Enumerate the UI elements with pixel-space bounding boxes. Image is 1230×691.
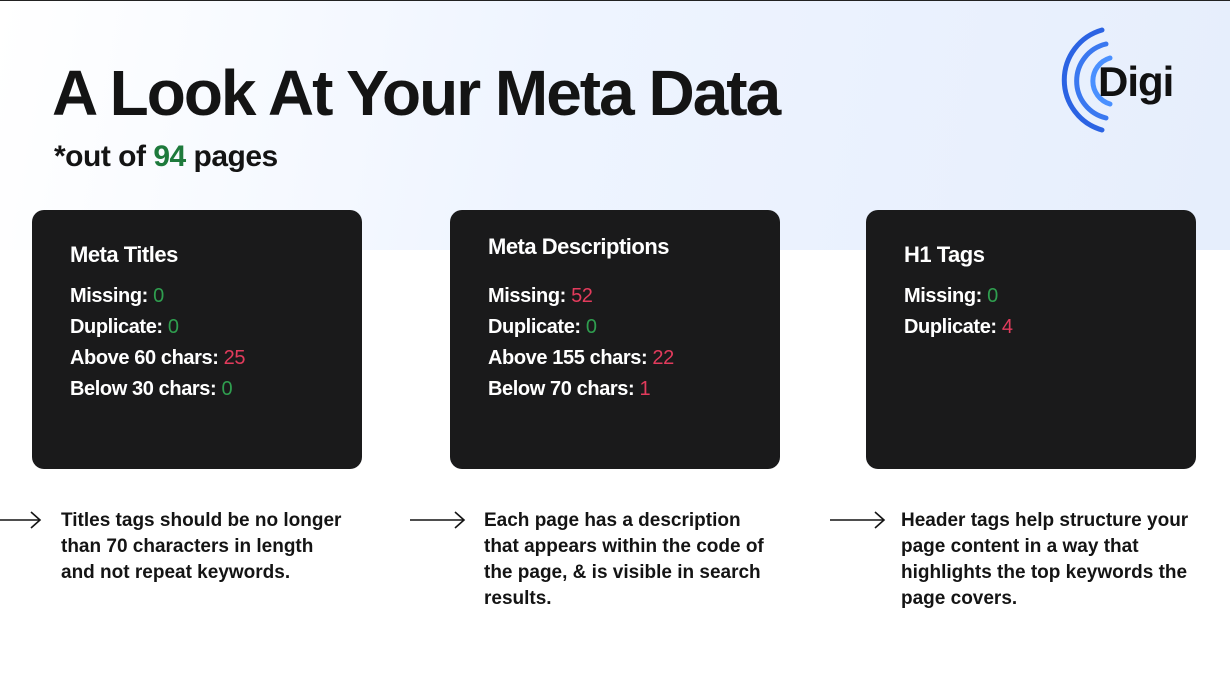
stat-row (488, 343, 674, 374)
stat-label: Duplicate: (904, 316, 1002, 338)
stat-value: 0 (167, 316, 179, 338)
stats-list (70, 281, 245, 405)
card-title: Meta Titles (70, 242, 178, 267)
stat-label: Missing: (904, 285, 988, 307)
card-title: Meta Descriptions (488, 234, 669, 259)
stat-label: Above 155 chars: (488, 347, 653, 369)
page-subtitle (54, 140, 278, 174)
stat-label: Duplicate: (488, 316, 586, 338)
page-count: 94 (153, 140, 186, 173)
card-meta-descriptions (450, 210, 780, 469)
stat-row (488, 281, 674, 312)
stat-row (70, 374, 245, 405)
logo-text: Digi (1098, 58, 1174, 105)
stat-value: 4 (1001, 316, 1013, 338)
arrow-right-icon (0, 510, 42, 530)
stat-value: 0 (153, 285, 164, 307)
stats-list (488, 281, 674, 405)
note-meta-descriptions: Each page has a description that appears within the code of the page, & is visible in search results. (484, 510, 764, 609)
stat-label: Below 70 chars: (488, 378, 640, 400)
card-h1-tags (866, 210, 1196, 469)
subtitle-suffix: pages (185, 140, 278, 173)
subtitle-prefix: *out of (54, 140, 154, 173)
stat-row (70, 312, 245, 343)
stat-label: Duplicate: (70, 316, 168, 338)
stat-label: Missing: (70, 285, 154, 307)
card-title: H1 Tags (904, 242, 985, 267)
page-title: A Look At Your Meta Data (52, 57, 780, 129)
stat-row (70, 343, 245, 374)
card-meta-titles (32, 210, 362, 469)
stat-value: 52 (571, 285, 593, 307)
note-meta-titles: Titles tags should be no longer than 70 characters in length and not repeat keywords. (61, 510, 342, 583)
digi-logo (1050, 22, 1190, 138)
arrow-right-icon (830, 510, 886, 530)
stat-row (904, 281, 1013, 312)
stat-value: 1 (639, 378, 651, 400)
stat-value: 25 (223, 347, 246, 369)
note-h1-tags: Header tags help structure your page content in a way that highlights the top keywords the page covers. (901, 510, 1189, 609)
stat-row (488, 312, 674, 343)
stat-value: 0 (585, 316, 597, 338)
stat-row (488, 374, 674, 405)
stat-label: Below 30 chars: (70, 378, 222, 400)
stat-label: Missing: (488, 285, 572, 307)
arrow-right-icon (410, 510, 466, 530)
stats-list (904, 281, 1013, 343)
stat-label: Above 60 chars: (70, 347, 224, 369)
stat-row (70, 281, 245, 312)
stat-value: 0 (221, 378, 233, 400)
stat-row (904, 312, 1013, 343)
stat-value: 22 (652, 347, 674, 369)
stat-value: 0 (987, 285, 998, 307)
